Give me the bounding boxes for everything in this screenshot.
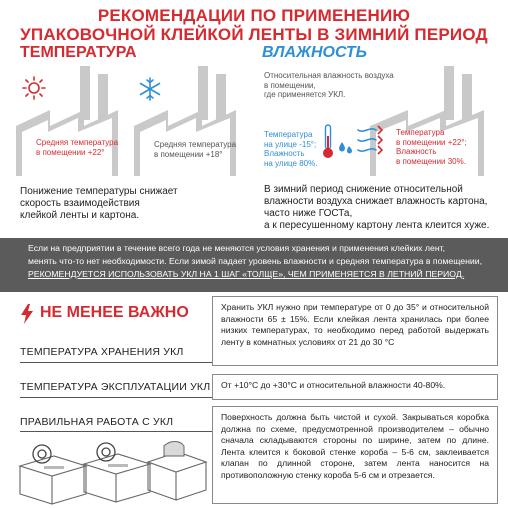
humidity-heading: ВЛАЖНОСТЬ [262,44,367,61]
factory-cold-illustration [132,66,252,176]
factory-cold-caption: Средняя температура в помещении +18° [154,140,237,159]
outside-conditions: Температура на улице -15°; Влажность на улице 80%. [264,130,318,168]
operation-text-box [212,374,498,400]
storage-text: Хранить УКЛ нужно при температуре от 0 до 35° и относительной влажности 65 ± 15%. Если клейкая лента хранилась при более низких температурах, то необходимо перед работой выдержать ленту в комнатных условиях от 21 до 30 °С [221,302,489,347]
page-title [0,6,508,44]
factory-warm-illustration [14,66,134,176]
storage-label: ТЕМПЕРАТУРА ХРАНЕНИЯ УКЛ [20,346,184,358]
important-heading: НЕ МЕНЕЕ ВАЖНО [40,304,189,321]
title-line-1: РЕКОМЕНДАЦИИ ПО ПРИМЕНЕНИЮ [97,6,411,25]
arrows-icon [356,124,386,162]
thermometer-icon [321,124,335,160]
humidity-intro: Относительная влажность воздуха в помещении, где применяется УКЛ. [264,71,394,99]
work-text: Поверхность должна быть чистой и сухой. Закрываться коробка должна по схеме, предусмотренной производителем – обычно сначала складываются стороны по ширине, затем по длине. Лента клеится к боковой стенке короба – 5-6 см, заклеивается клапан по длинной стороне, затем лента наносится на противоположную стенку короба 5-6 см и отрезается. [221,412,489,480]
temperature-heading: ТЕМПЕРАТУРА [20,44,137,61]
droplets-icon [338,140,354,156]
title-line-2: УПАКОВОЧНОЙ КЛЕЙКОЙ ЛЕНТЫ В ЗИМНИЙ ПЕРИОД [20,25,488,44]
temperature-note: Понижение температуры снижает скорость взаимодействия клейкой ленты и картона. [20,186,178,221]
operation-divider [20,397,212,398]
storage-divider [20,362,212,363]
lightning-icon [20,304,34,324]
recommendation-text: Если на предприятии в течение всего года не меняются условия хранения и применения клейких лент, менять что-то нет необходимости. Если зимой падает уровень влажности и средняя температура в помещении, РЕКОМЕНДУЕТСЯ ИСПОЛЬЗОВАТЬ УКЛ НА 1 ШАГ «ТОЛЩЕ», ЧЕМ ПРИМЕНЯЕТСЯ В ЛЕТНИЙ ПЕРИОД. [28,242,498,281]
inside-conditions: Температура в помещении +22°; Влажность в помещении 30%. [396,128,467,166]
box-taping-illustration [14,436,210,506]
factory-warm-caption: Средняя температура в помещении +22° [36,138,119,157]
work-divider [20,431,212,432]
operation-text: От +10°С до +30°С и относительной влажности 40-80%. [221,380,446,390]
humidity-note: В зимний период снижение относительной влажности воздуха снижает влажность картона, часто ниже ГОСТа, а к пересушенному картону лента клеится хуже. [264,184,490,231]
work-text-box [212,406,498,504]
operation-label: ТЕМПЕРАТУРА ЭКСПЛУАТАЦИИ УКЛ [20,381,211,393]
storage-text-box [212,296,498,366]
work-label: ПРАВИЛЬНАЯ РАБОТА С УКЛ [20,416,174,428]
recommendation-highlight: РЕКОМЕНДУЕТСЯ ИСПОЛЬЗОВАТЬ УКЛ НА 1 ШАГ «ТОЛЩЕ», ЧЕМ ПРИМЕНЯЕТСЯ В ЛЕТНИЙ ПЕРИОД. [28,269,465,279]
